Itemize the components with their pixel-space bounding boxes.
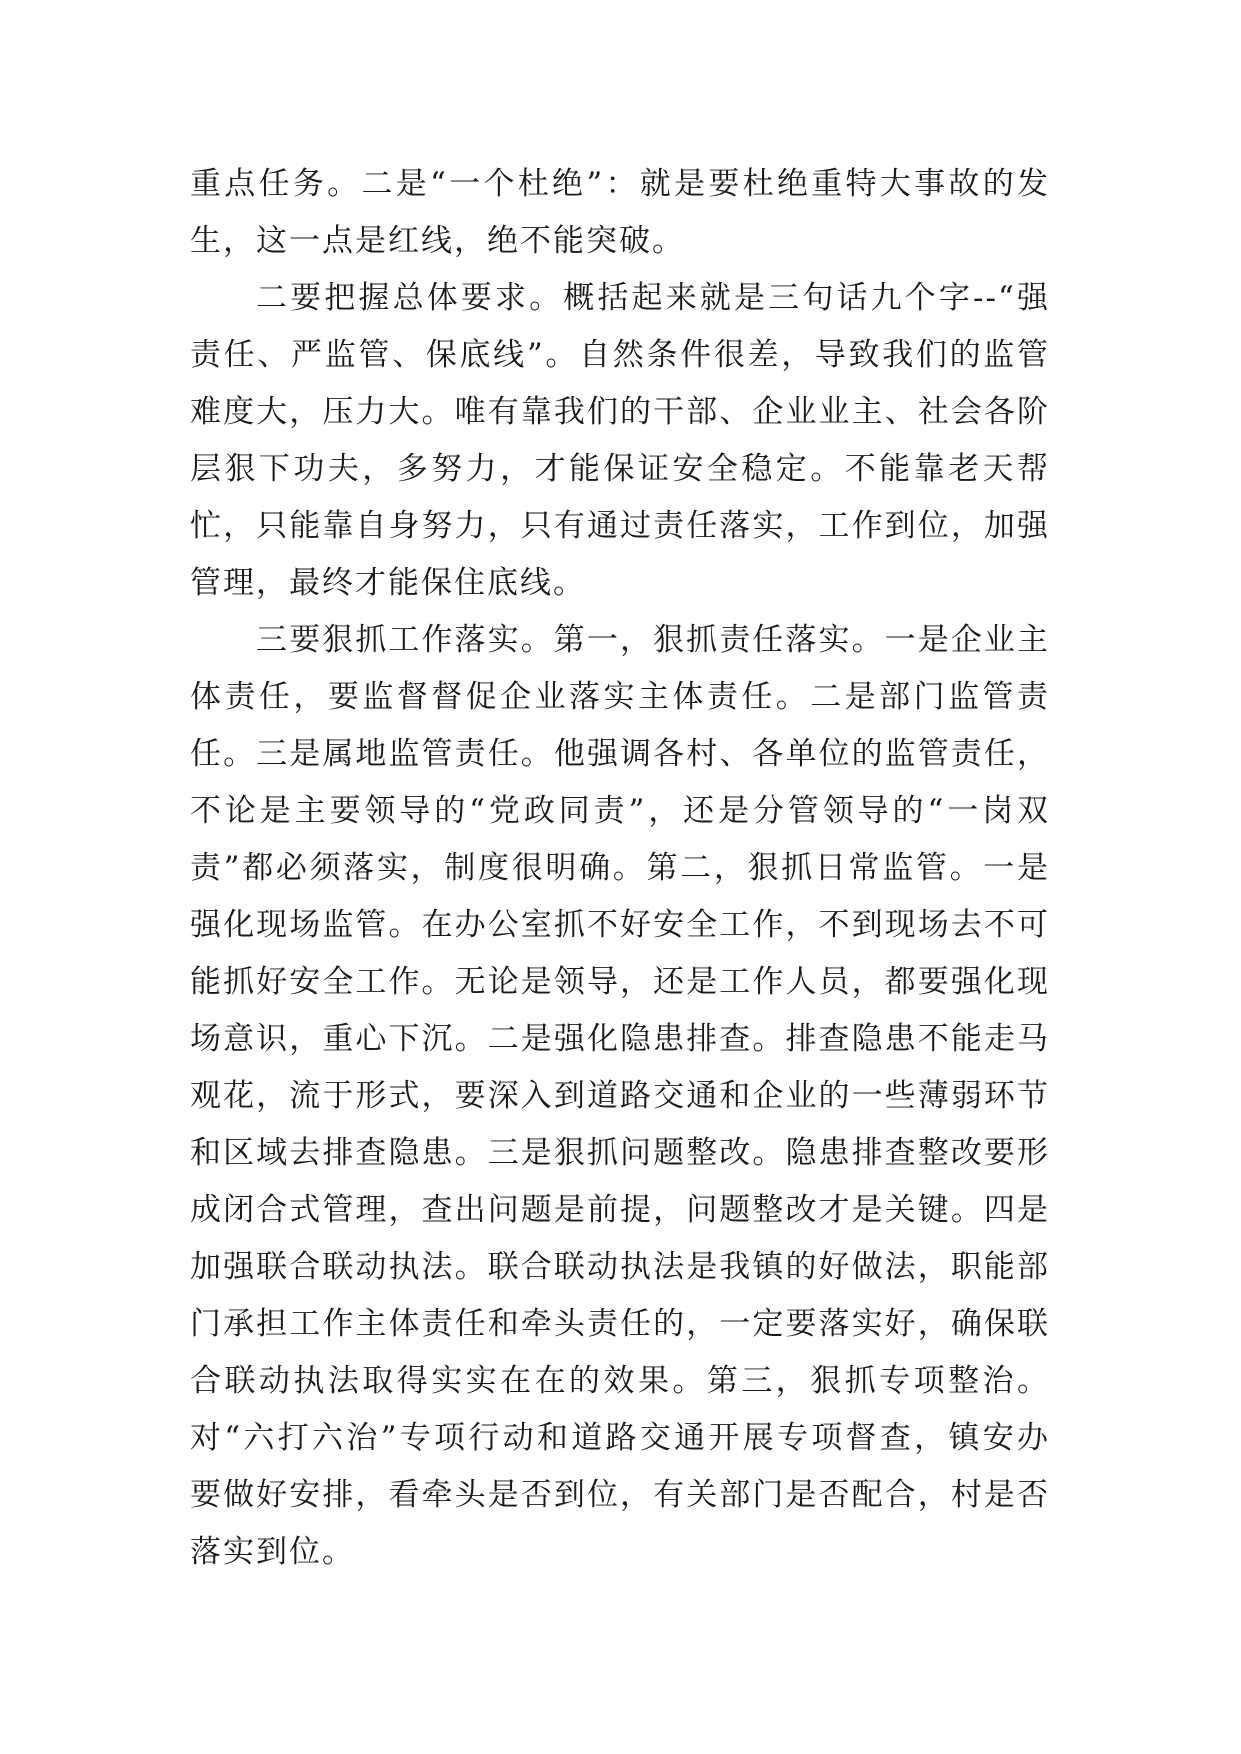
paragraph-continuation: 重点任务。二是“一个杜绝”：就是要杜绝重特大事故的发生，这一点是红线，绝不能突破。: [190, 166, 1050, 259]
document-body: [190, 156, 1050, 1581]
paragraph-overall-requirements: 二要把握总体要求。概括起来就是三句话九个字--“强责任、严监管、保底线”。自然条件很差，导致我们的监管难度大，压力大。唯有靠我们的干部、企业业主、社会各阶层狠下功夫，多努力，才能保证安全稳定。不能靠老天帮忙，只能靠自身努力，只有通过责任落实，工作到位，加强管理，最终才能保住底线。: [190, 280, 1050, 601]
paragraph-work-implementation: 三要狠抓工作落实。第一，狠抓责任落实。一是企业主体责任，要监督督促企业落实主体责任。二是部门监管责任。三是属地监管责任。他强调各村、各单位的监管责任，不论是主要领导的“党政同责”，还是分管领导的“一岗双责”都必须落实，制度很明确。第二，狠抓日常监管。一是强化现场监管。在办公室抓不好安全工作，不到现场去不可能抓好安全工作。无论是领导，还是工作人员，都要强化现场意识，重心下沉。二是强化隐患排查。排查隐患不能走马观花，流于形式，要深入到道路交通和企业的一些薄弱环节和区域去排查隐患。三是狠抓问题整改。隐患排查整改要形成闭合式管理，查出问题是前提，问题整改才是关键。四是加强联合联动执法。联合联动执法是我镇的好做法，职能部门承担工作主体责任和牵头责任的，一定要落实好，确保联合联动执法取得实实在在的效果。第三，狠抓专项整治。对“六打六治”专项行动和道路交通开展专项督查，镇安办要做好安排，看牵头是否到位，有关部门是否配合，村是否落实到位。: [190, 622, 1050, 1570]
